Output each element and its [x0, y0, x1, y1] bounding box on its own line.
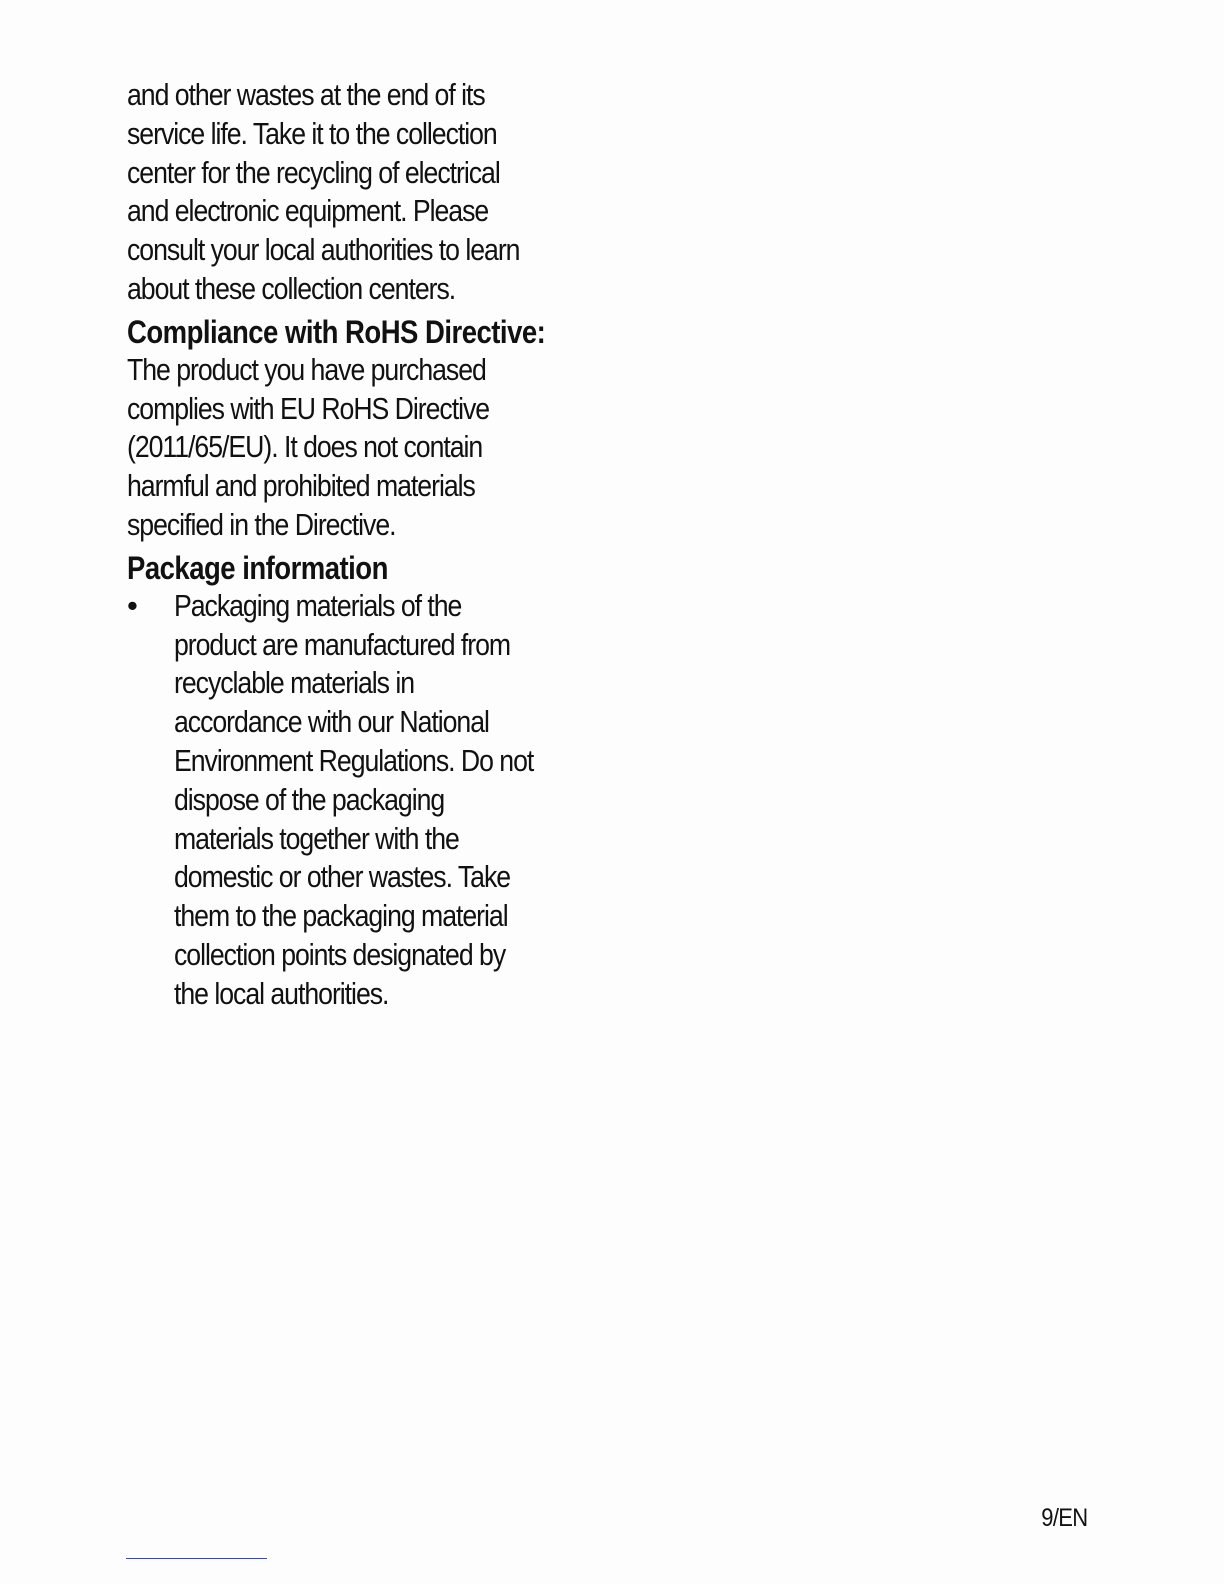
- page-number: 9/EN: [1040, 1504, 1087, 1532]
- package-bullet-list: [127, 587, 597, 1014]
- package-heading: Package information: [127, 549, 388, 586]
- rohs-heading: Compliance with RoHS Directive:: [127, 313, 546, 350]
- rohs-paragraph: The product you have purchased complies with EU RoHS Directive (2011/65/EU). It does not contain harmful and prohibited materials specified in the Directive.: [127, 351, 490, 542]
- footnote-divider: [126, 1558, 267, 1559]
- text-column: [127, 76, 597, 1014]
- intro-paragraph: and other wastes at the end of its service life. Take it to the collection center for the recycling of electrical and electronic equipment. Please consult your local authorities to learn about these collection centers.: [127, 77, 520, 306]
- package-paragraph: Packaging materials of the product are manufactured from recyclable materials in accordance with our National Environment Regulations. Do not dispose of the packaging materials together with the domestic or other wastes. Take them to the packaging material collection points designated by the local authorities.: [174, 587, 534, 1011]
- list-item: [127, 587, 597, 1014]
- bullet-icon: •: [127, 587, 138, 623]
